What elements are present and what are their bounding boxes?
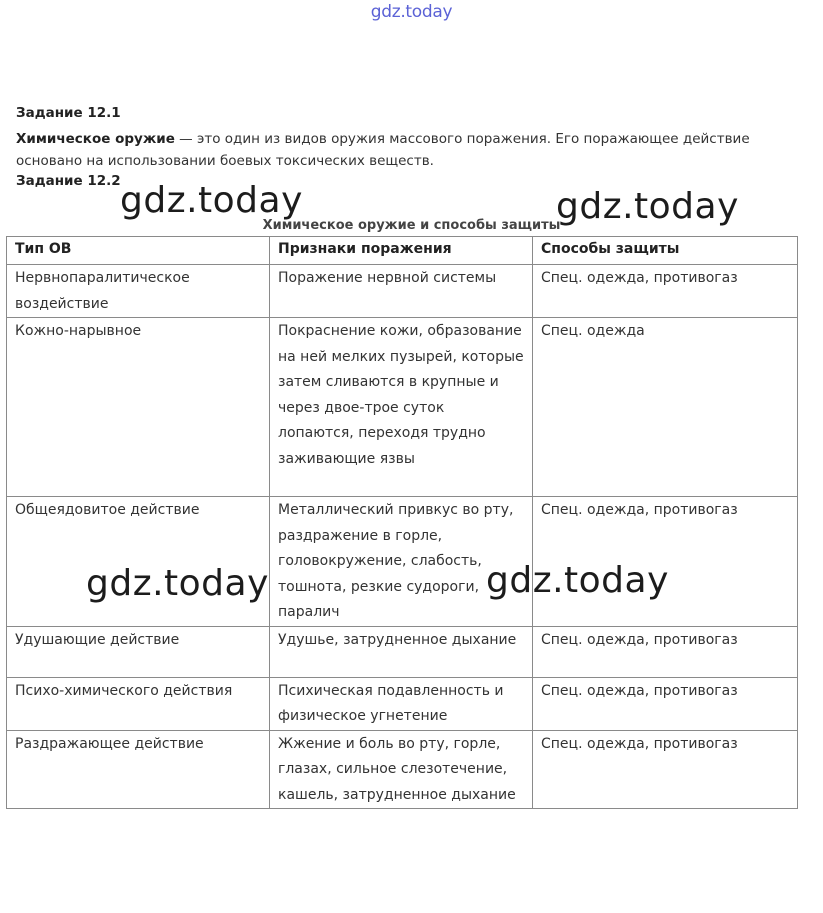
cell-type: Удушающие действие bbox=[7, 626, 270, 677]
cell-protection: Спец. одежда, противогаз bbox=[533, 265, 798, 318]
cell-type: Раздражающее действие bbox=[7, 730, 270, 809]
cell-protection: Спец. одежда bbox=[533, 318, 798, 497]
table-caption: Химическое оружие и способы защиты bbox=[262, 218, 561, 233]
site-brand: gdz.today bbox=[370, 2, 453, 22]
cell-signs: Жжение и боль во рту, горле, глазах, сильное слезотечение, кашель, затрудненное дыхание bbox=[270, 730, 533, 809]
table-row bbox=[7, 677, 798, 730]
cell-type: Кожно-нарывное bbox=[7, 318, 270, 497]
table-row bbox=[7, 265, 798, 318]
definition-term: Химическое оружие bbox=[16, 131, 175, 147]
cell-signs: Психическая подавленность и физическое угнетение bbox=[270, 677, 533, 730]
cell-signs: Покраснение кожи, образование на ней мелких пузырей, которые затем сливаются в крупные и через двое-трое суток лопаются, переходя трудно заживающие язвы bbox=[270, 318, 533, 497]
cell-type: Психо-химического действия bbox=[7, 677, 270, 730]
definition-text: — это один из видов оружия массового поражения. Его поражающее действие основано на использовании боевых токсических веществ. bbox=[16, 131, 750, 169]
definition-paragraph bbox=[16, 128, 776, 172]
task-12-2-title: Задание 12.2 bbox=[16, 173, 121, 189]
table-row bbox=[7, 730, 798, 809]
task-12-1-title: Задание 12.1 bbox=[16, 105, 121, 121]
table-row bbox=[7, 626, 798, 677]
table-row bbox=[7, 497, 798, 627]
cell-signs: Поражение нервной системы bbox=[270, 265, 533, 318]
cell-signs: Удушье, затрудненное дыхание bbox=[270, 626, 533, 677]
chemical-weapons-table bbox=[6, 236, 798, 809]
table-row bbox=[7, 318, 798, 497]
watermark-text: gdz.today bbox=[120, 180, 303, 221]
watermark-text: gdz.today bbox=[86, 563, 269, 604]
cell-protection: Спец. одежда, противогаз bbox=[533, 677, 798, 730]
cell-type: Нервнопаралитическое воздействие bbox=[7, 265, 270, 318]
cell-protection: Спец. одежда, противогаз bbox=[533, 730, 798, 809]
table-header-row bbox=[7, 237, 798, 265]
header-signs: Признаки поражения bbox=[270, 237, 533, 265]
cell-protection: Спец. одежда, противогаз bbox=[533, 497, 798, 627]
cell-protection: Спец. одежда, противогаз bbox=[533, 626, 798, 677]
watermark-text: gdz.today bbox=[556, 186, 739, 227]
cell-type: Общеядовитое действие bbox=[7, 497, 270, 627]
header-type: Тип ОВ bbox=[7, 237, 270, 265]
watermark-text: gdz.today bbox=[486, 560, 669, 601]
header-protection: Способы защиты bbox=[533, 237, 798, 265]
cell-signs: Металлический привкус во рту, раздражение в горле, головокружение, слабость, тошнота, резкие судороги, паралич bbox=[270, 497, 533, 627]
